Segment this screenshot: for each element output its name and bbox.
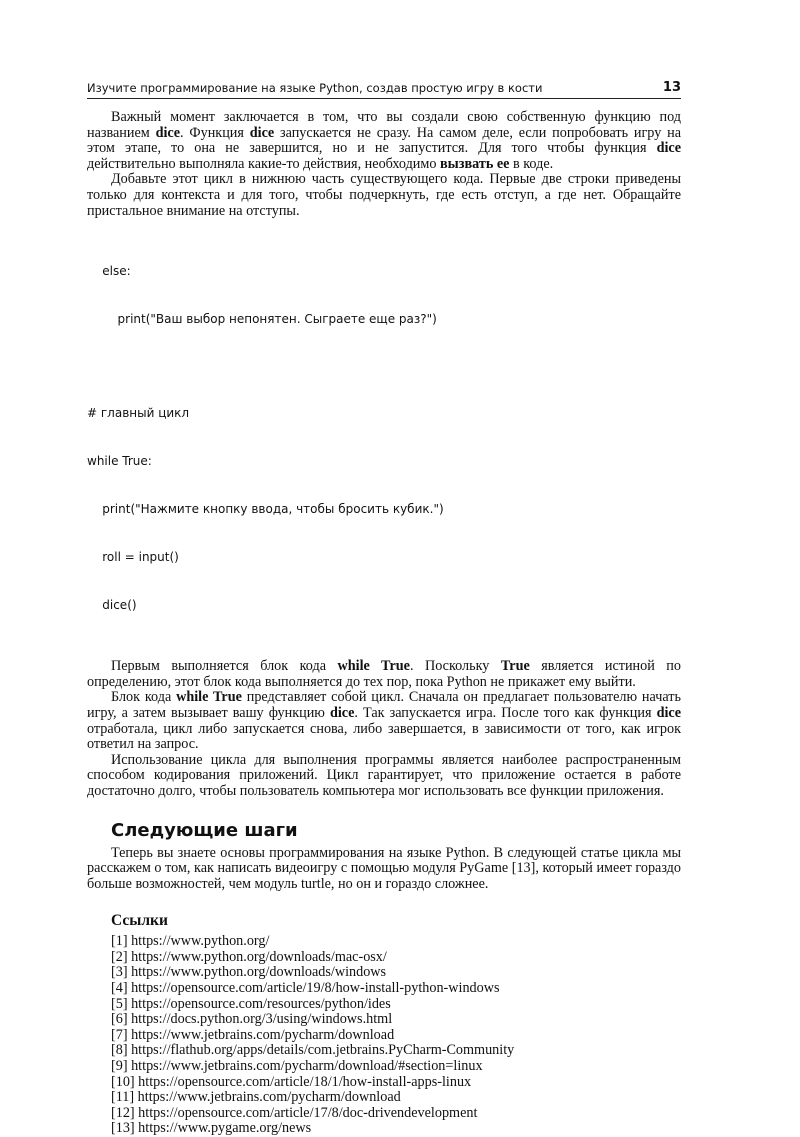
bold-term: True (500, 658, 530, 675)
text-run: . Поскольку (409, 658, 501, 675)
references-heading: Ссылки (111, 912, 168, 930)
paragraph-3 (87, 659, 681, 690)
code-line: # главный цикл (87, 406, 190, 421)
bold-term: dice (656, 704, 681, 721)
code-line: print("Нажмите кнопку ввода, чтобы бросить кубик.") (87, 502, 444, 517)
running-header (87, 80, 681, 99)
page-number: 13 (662, 80, 681, 95)
bold-term: while True (337, 658, 410, 675)
text-run: действительно выполняла какие-то действия, необходимо (87, 155, 441, 172)
bold-term: dice (656, 140, 681, 157)
reference-item: [1] https://www.python.org/ (111, 933, 270, 950)
code-line: else: (87, 264, 131, 279)
text-run: запускается не сразу. На самом деле, если попробовать игру на этом этапе, то она не завершится, но и не запустится. Для того чтобы функция (87, 124, 682, 157)
text-run: отработала, цикл либо запускается снова, либо завершается, в зависимости от того, как игрок ответил на запрос. (87, 720, 681, 753)
reference-item: [9] https://www.jetbrains.com/pycharm/download/#section=linux (111, 1058, 483, 1075)
reference-item: [11] https://www.jetbrains.com/pycharm/download (111, 1089, 401, 1106)
code-line: while True: (87, 454, 152, 469)
code-line: dice() (87, 598, 137, 613)
text-run: Важный момент заключается в том, что вы создали свою собственную функцию под названием (87, 109, 681, 141)
reference-item: [5] https://opensource.com/resources/python/ides (111, 995, 391, 1012)
reference-item: [4] https://opensource.com/article/19/8/how-install-python-windows (111, 980, 500, 997)
bold-term: вызвать ее (440, 155, 510, 172)
paragraph-6: Теперь вы знаете основы программирования на языке Python. В следующей статье цикла мы расскажем о том, как написать видеоигру с помощью модуля PyGame [13], который имеет гораздо больше возможностей, чем модуль turtle, но он и гораздо сложнее. (87, 844, 681, 892)
page-body (87, 110, 681, 1137)
text-run: представляет собой цикл. Сначала он предлагает пользователю начать игру, а затем вызывает вашу функцию (87, 689, 681, 721)
bold-term: dice (329, 704, 355, 721)
reference-item: [2] https://www.python.org/downloads/mac-osx/ (111, 948, 387, 965)
reference-item: [8] https://flathub.org/apps/details/com.jetbrains.PyCharm-Community (111, 1042, 515, 1059)
reference-item: [7] https://www.jetbrains.com/pycharm/download (111, 1026, 395, 1043)
text-run: в коде. (509, 155, 554, 172)
text-run: является истиной по определению, этот блок кода выполняется до тех пор, пока Python не прикажет ему выйти. (87, 658, 681, 690)
text-run: Первым выполняется блок кода (111, 658, 338, 675)
code-blank-line (87, 359, 681, 373)
reference-item: [6] https://docs.python.org/3/using/windows.html (111, 1011, 393, 1028)
paragraph-1 (87, 110, 681, 172)
paragraph-4 (87, 690, 681, 752)
text-run: . Так запускается игра. После того как функция (354, 704, 657, 721)
reference-item: [10] https://opensource.com/article/18/1/how-install-apps-linux (111, 1073, 472, 1090)
paragraph-5: Использование цикла для выполнения программы является наиболее распространенным способом кодирования приложений. Цикл гарантирует, что приложение остается в работе достаточно долго, чтобы пользователь компьютера мог использовать все функции приложения. (87, 751, 681, 799)
code-line: print("Ваш выбор непонятен. Сыграете еще раз?") (87, 312, 437, 327)
text-run: . Функция (180, 124, 250, 141)
running-title: Изучите программирование на языке Python, создав простую игру в кости (87, 81, 543, 95)
reference-item: [12] https://opensource.com/article/17/8/doc-drivendevelopment (111, 1104, 478, 1121)
code-block (87, 231, 681, 645)
code-line: roll = input() (87, 550, 179, 565)
text-run: Блок кода (111, 689, 177, 706)
references-list (111, 934, 681, 1137)
section-heading: Следующие шаги (111, 819, 298, 841)
paragraph-2: Добавьте этот цикл в нижнюю часть существующего кода. Первые две строки приведены только для контекста и для того, чтобы подчеркнуть, где есть отступ, а где нет. Обращайте пристальное внимание на отступы. (87, 171, 681, 219)
bold-term: dice (155, 124, 181, 141)
reference-item: [13] https://www.pygame.org/news (111, 1120, 312, 1137)
reference-item: [3] https://www.python.org/downloads/windows (111, 964, 387, 981)
bold-term: while True (176, 689, 242, 706)
bold-term: dice (249, 124, 275, 141)
